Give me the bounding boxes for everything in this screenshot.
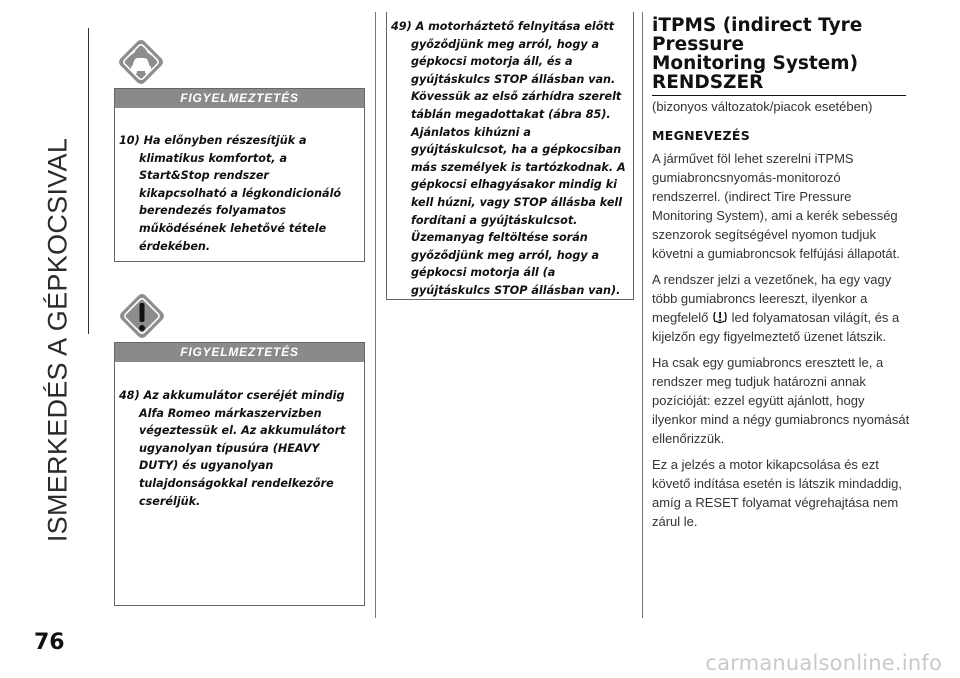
paragraph-2-before: A rendszer jelzi a vezetőnek, ha egy vagy több gumiabroncs leereszt, ilyenkor a megfelelő: [652, 272, 892, 325]
paragraph-3: Ha csak egy gumiabroncs eresztett le, a rendszer meg tudjuk határozni annak pozícióját: ezzel együtt ajánlott, hogy ilyenkor mind a négy gumiabroncs nyomását ellenőrizzük.: [652, 355, 910, 446]
warning-body: A motorháztető felnyitása előtt győződjünk meg arról, hogy a gépkocsi motorja áll, és a gyújtáskulcs STOP állásban van. Kövessük az első zárhídra szerelt táblán megadottakat (ábra 85). Ajánlatos kihúzni a gyújtáskulcsot, ha a gépkocsiban más személyek is tartózkodnak. A gépkocsi elhagyásakor mindig ki kell húzni, vagy STOP állásba kell fordítani a gyújtáskulcsot. Üzemanyag feltöltése során győződjünk meg arról, hogy a gépkocsi motorja áll (a gyújtáskulcs STOP állásban van).: [411, 20, 626, 297]
section-title-line-3: Monitoring System): [652, 53, 859, 74]
section-side-title-text: ISMERKEDÉS A GÉPKOCSIVAL: [42, 137, 73, 543]
warning-header: FIGYELMEZTETÉS: [115, 89, 364, 108]
paragraph-2: [652, 270, 910, 346]
warning-number: 10): [119, 134, 140, 147]
warning-box-49: [386, 12, 634, 300]
warning-number: 49): [391, 20, 412, 33]
side-divider: [88, 28, 89, 334]
warning-text-49: [391, 18, 629, 300]
column-divider-1: [375, 12, 376, 618]
warning-body: Az akkumulátor cseréjét mindig Alfa Romeo márkaszervizben végeztessük el. Az akkumulátort ugyanolyan típusúra (HEAVY DUTY) és ugyanolyan tulajdonságokkal rendelkezőre cseréljük.: [139, 389, 346, 508]
itpms-section: [652, 16, 910, 538]
warning-text-10: [119, 132, 359, 255]
page-number: 76: [34, 630, 65, 655]
warning-header: FIGYELMEZTETÉS: [115, 343, 364, 362]
warning-body: Ha előnyben részesítjük a klimatikus komfortot, a Start&Stop rendszer kikapcsolható a légkondicionáló berendezés folyamatos működésének lehetővé tétele érdekében.: [139, 134, 342, 253]
section-title-line-1: iTPMS (indirect Tyre: [652, 15, 863, 36]
section-title-line-4: RENDSZER: [652, 72, 764, 93]
section-subtitle: (bizonyos változatok/piacok esetében): [652, 99, 873, 114]
column-divider-2: [642, 12, 643, 618]
warning-box-48: [114, 342, 365, 606]
title-underline: [652, 95, 906, 96]
section-title-line-2: Pressure: [652, 34, 745, 55]
paragraph-1: A járművet föl lehet szerelni iTPMS gumiabroncsnyomás-monitorozó rendszerrel. (indirect Tire Pressure Monitoring System), ami a kerék sebesség szenzorok segítségével nyomon tudjuk követni a gumiabroncsok felfújási állapotát.: [652, 151, 900, 261]
warning-box-10: [114, 88, 365, 262]
tyre-pressure-warning-icon: [712, 309, 728, 325]
watermark: carmanualsonline.info: [705, 651, 942, 675]
paragraph-4: Ez a jelzés a motor kikapcsolása és ezt követő indítása esetén is látszik mindaddig, amíg a RESET folyamat végrehajtása nem zárul le.: [652, 457, 903, 529]
paragraph-2-after: led folyamatosan világít, és a kijelzőn egy figyelmeztető üzenet látszik.: [652, 310, 900, 344]
subsection-heading: MEGNEVEZÉS: [652, 128, 751, 143]
warning-number: 48): [119, 389, 140, 402]
car-warning-icon: [116, 37, 166, 92]
warning-text-48: [119, 387, 359, 510]
exclamation-warning-icon: [116, 290, 168, 347]
